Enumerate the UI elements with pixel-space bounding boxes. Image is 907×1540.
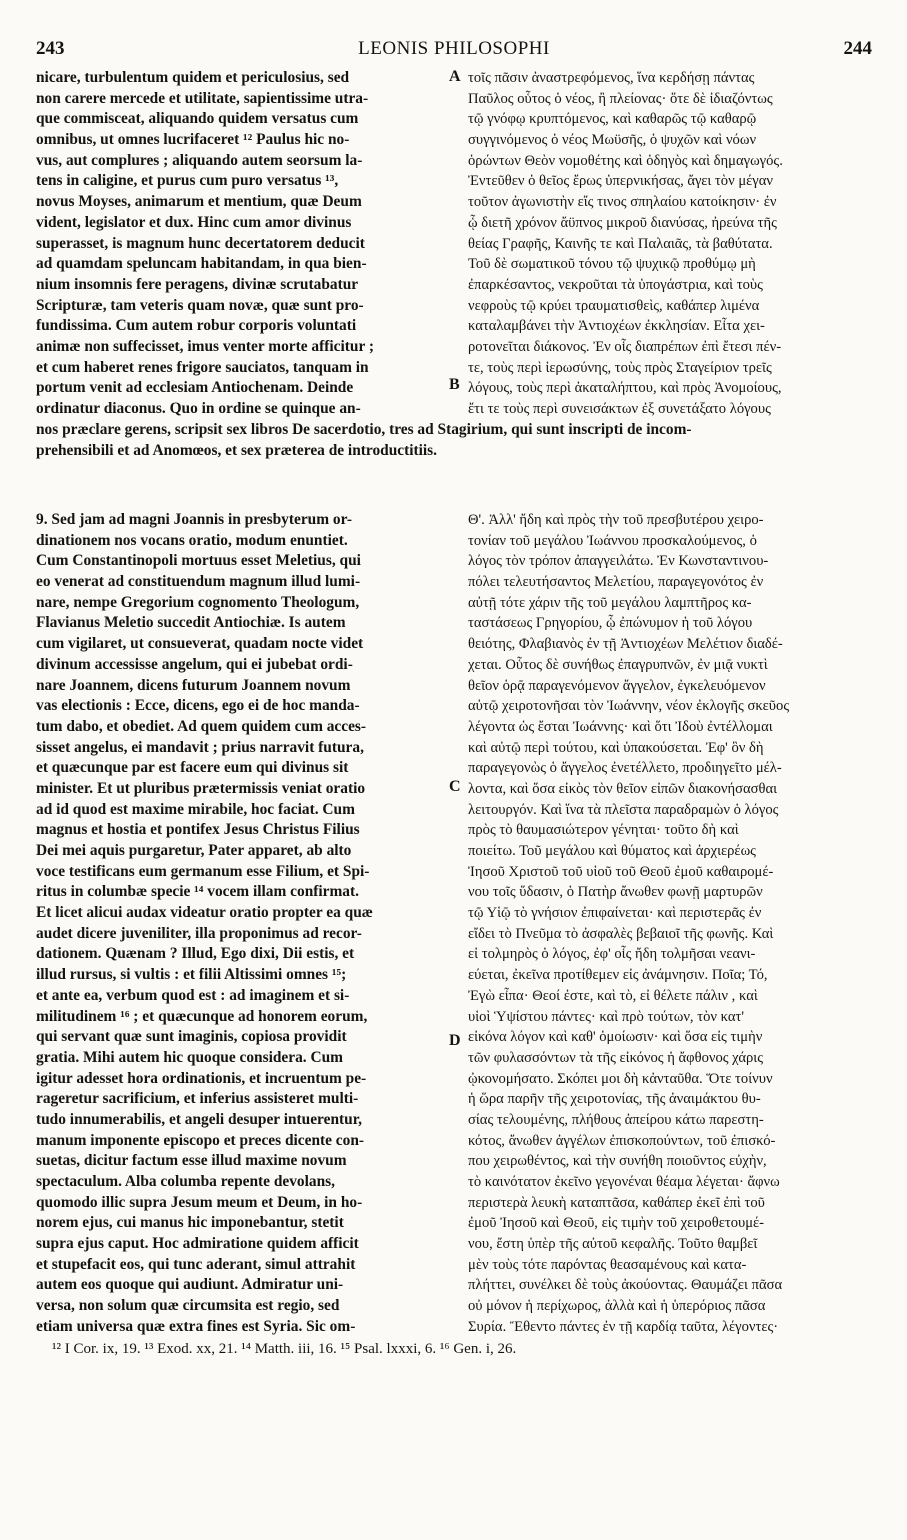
- greek-line: τε, τοὺς περὶ ἱερωσύνης, τοὺς πρὸς Σταγείριον τρεῖς: [468, 359, 772, 376]
- latin-line: Et licet alicui audax videatur oratio propter ea quæ: [36, 904, 373, 922]
- greek-line: παραγεγονὼς ὁ ἄγγελος ἐνετέλλετο, προδιηγεῖτο μέλ-: [468, 760, 782, 777]
- latin-line: quomodo illic supra Jesum meum et Deum, in ho-: [36, 1193, 363, 1211]
- latin-line: vas electionis : Ecce, dicens, ego ei de hoc manda-: [36, 697, 360, 715]
- greek-column-bottom: [468, 510, 872, 1338]
- greek-line: εύεται, ἐκεῖνα προτίθεμεν εἰς ἀνάμνησιν. Ποῖα; Τό,: [468, 967, 768, 984]
- latin-line: rageretur sacrificium, et inferius assisteret multi-: [36, 1090, 359, 1108]
- greek-line: ᾧ διετῆ χρόνον ἄϋπνος μικροῦ διανύσας, ἠρεύνα τῆς: [468, 214, 777, 231]
- greek-line: ροτονεῖται διάκονος. Ἐν οἷς διαπρέπων ἐπὶ ἔτεσι πέν-: [468, 338, 782, 355]
- full-width-line: prehensibili et ad Anomœos, et sex præterea de introductitiis.: [36, 441, 438, 459]
- latin-line: Scripturæ, tam veteris quam novæ, quæ sunt pro-: [36, 296, 364, 314]
- greek-line: λειτουργόν. Καὶ ἵνα τὰ πλεῖστα παραδραμὼν ὁ λόγος: [468, 801, 779, 818]
- greek-line: νου, ἔστη ὑπὲρ τῆς αὐτοῦ κεφαλῆς. Τοῦτο θαμβεῖ: [468, 1236, 758, 1253]
- greek-line: λέγοντα ὡς ἔσται Ἰωάννης· καὶ ὅτι Ἰδοὺ ἐντέλλομαι: [468, 718, 773, 735]
- greek-line: ποιείτω. Τοῦ μεγάλου καὶ θύματος καὶ ἀρχιερέως: [468, 843, 756, 859]
- latin-line: 9. Sed jam ad magni Joannis in presbyterum or-: [36, 511, 352, 528]
- latin-line: eo venerat ad constituendum magnum illud lumi-: [36, 573, 361, 591]
- latin-line: et stupefacit eos, qui tunc aderant, simul attrahit: [36, 1255, 356, 1273]
- latin-line: versa, non solum quæ circumsita est regio, sed: [36, 1297, 340, 1315]
- greek-line: εἰκόνα λόγον καὶ καθ' ὁμοίωσιν· καὶ ὅσα εἰς τιμὴν: [468, 1029, 763, 1046]
- latin-line: omnibus, ut omnes lucrifaceret ¹² Paulus hic no-: [36, 131, 350, 149]
- latin-line: ordinatur diaconus. Quo in ordine se quinque an-: [36, 400, 361, 417]
- greek-line: Ἐντεῦθεν ὁ θεῖος ἔρως ὑπερνικήσας, ἄγει τὸν μέγαν: [468, 173, 773, 190]
- latin-line: ad quamdam speluncam habitandam, in qua bien-: [36, 255, 367, 273]
- latin-line: magnus et hostia et pontifex Jesus Christus Filius: [36, 821, 360, 839]
- footnotes: ¹² I Cor. ix, 19. ¹³ Exod. xx, 21. ¹⁴ Matth. iii, 16. ¹⁵ Psal. lxxxi, 6. ¹⁶ Gen. i, 26.: [52, 1341, 517, 1357]
- margin-letter-a: A: [449, 68, 461, 85]
- latin-line: minister. Et ut pluribus prætermissis veniat oratio: [36, 779, 366, 797]
- latin-line: Dei mei aquis purgaretur, Pater apparet, ab alto: [36, 842, 352, 859]
- latin-line: voce testificans eum germanum esse Filium, et Spi-: [36, 862, 370, 880]
- latin-line: animæ non suffecisset, imus venter morte afficitur ;: [36, 337, 374, 355]
- greek-line: πλήττει, συνέλκει δὲ τοὺς ἀκούοντας. Θαυμάζει πᾶσα: [468, 1277, 783, 1294]
- latin-line: nare Joannem, dicens futurum Joannem novum: [36, 676, 351, 694]
- latin-line: et quæcunque par est facere eum qui divinus sit: [36, 759, 349, 777]
- greek-line: μὲν τοὺς τότε παρόντας θεασαμένους καὶ κατα-: [468, 1256, 747, 1273]
- greek-line: τονίαν τοῦ μεγάλου Ἰωάννου προσκαλούμενος, ὁ: [468, 532, 757, 549]
- greek-line: κότος, ἄνωθεν ἀγγέλων ἐπισκοπούντων, τοῦ ἐπισκό-: [468, 1132, 776, 1149]
- greek-line: πρὸς τὸ θαυμασιώτερον γένηται· τοῦτο δὴ καὶ: [468, 822, 739, 839]
- latin-line: superasset, is magnum hunc decertatorem deducit: [36, 234, 365, 252]
- greek-line: αὐτῷ χειροτονῆσαι τὸν Ἰωάννην, νέον ἐκλογῆς σκεῦος: [468, 698, 790, 715]
- greek-line: εἰ τολμηρὸς ὁ λόγος, ἐφ' οἷς ἤδη τολμῆσαι νεανι-: [468, 946, 756, 963]
- latin-line: ad id quod est maxime mirabile, hoc faciat. Cum: [36, 800, 355, 818]
- greek-line: εἴδει τὸ Πνεῦμα τὸ ἀσφαλὲς βεβαιοῖ τῆς φωνῆς. Καὶ: [468, 925, 774, 942]
- latin-line: supra ejus caput. Hoc admiratione quidem afficit: [36, 1235, 359, 1253]
- latin-line: portum venit ad ecclesiam Antiochenam. Deinde: [36, 379, 354, 397]
- latin-line: divinum accessisse angelum, qui ei jubebat ordi-: [36, 655, 353, 673]
- greek-line: πόλει τελευτήσαντος Μελετίου, παραγεγονότος ἐν: [468, 574, 764, 591]
- greek-line: Ἐγὼ εἶπα· Θεοί ἐστε, καὶ τὸ, εἰ θέλετε πάλιν , καὶ: [468, 987, 758, 1004]
- greek-line: ταστάσεως Γρηγορίου, ᾧ ἐπώνυμον ἡ τοῦ λόγου: [468, 615, 753, 632]
- running-title: LEONIS PHILOSOPHI: [358, 38, 550, 59]
- page-number-left: 243: [36, 38, 65, 59]
- greek-line: ἔτι τε τοὺς περὶ συνεισάκτων ἐξ συνετάξατο λόγους: [468, 401, 771, 417]
- greek-line: υἱοὶ Ὑψίστου πάντες· καὶ πρὸ τούτων, τὸν κατ': [468, 1008, 744, 1025]
- greek-line: Τοῦ δὲ σωματικοῦ τόνου τῷ ψυχικῷ προθύμῳ μὴ: [468, 256, 756, 273]
- greek-line: τῶν φυλασσόντων τὰ τῆς εἰκόνος ἡ ἄφθονος χάρις: [468, 1049, 763, 1066]
- greek-line: καὶ αὐτῷ περὶ τούτου, καὶ ὑπακούσεται. Ἐφ' ὃν δὴ: [468, 739, 764, 756]
- greek-line: αὐτῇ τότε χάριν τῆς τοῦ μεγάλου λαμπτῆρος κα-: [468, 594, 752, 611]
- greek-line: Ἰησοῦ Χριστοῦ τοῦ υἱοῦ τοῦ Θεοῦ ἐμοῦ καθαιρομέ-: [468, 863, 774, 880]
- latin-line: qui servant quæ sunt imaginis, copiosa providit: [36, 1028, 347, 1046]
- latin-line: Cum Constantinopoli mortuus esset Meletius, qui: [36, 552, 361, 570]
- greek-line: τῷ γνόφῳ κρυπτόμενος, καὶ καθαρῶς τῷ καθαρῷ: [468, 111, 757, 128]
- latin-line: norem ejus, cui manus hic imponebantur, stetit: [36, 1214, 344, 1232]
- latin-line: ritus in columbæ specie ¹⁴ vocem illam confirmat.: [36, 883, 359, 901]
- latin-line: etiam universa quæ extra fines est Syria. Sic om-: [36, 1317, 356, 1335]
- greek-line: θεῖον ὁρᾷ παραγενόμενον ἄγγελον, ἐγκελευόμενον: [468, 677, 766, 694]
- greek-line: λοντα, καὶ ὅσα εἰκὸς τὸν θεῖον εἰπῶν διακονήσασθαι: [468, 780, 778, 797]
- greek-line: Συρία. Ἔθεντο πάντες ἐν τῇ καρδίᾳ ταῦτα, λέγοντες·: [468, 1318, 779, 1335]
- greek-line: νεφροὺς τῷ κρύει τραυματισθεὶς, καθάπερ λιμένα: [468, 297, 760, 314]
- greek-line: ἡ ὥρα παρῆν τῆς χειροτονίας, τῆς ἀναιμάκτου θυ-: [468, 1091, 761, 1108]
- latin-line: militudinem ¹⁶ ; et quæcunque ad honorem eorum,: [36, 1007, 368, 1025]
- latin-line: gratia. Mihi autem hic quoque considera. Cum: [36, 1048, 343, 1066]
- latin-line: fundissima. Cum autem robur corporis voluntati: [36, 317, 357, 335]
- latin-line: nare, nempe Gregorium cognomento Theologum,: [36, 593, 360, 611]
- greek-line: χεται. Οὗτος δὲ συνήθως ἐπαγρυπνῶν, ἐν μιᾷ νυκτὶ: [468, 656, 768, 673]
- greek-line: λόγους, τοὺς περὶ ἀκαταλήπτου, καὶ πρὸς Ἀνομοίους,: [468, 380, 782, 397]
- greek-line: Θ'. Ἀλλ' ἤδη καὶ πρὸς τὴν τοῦ πρεσβυτέρου χειρο-: [468, 512, 764, 528]
- latin-line: tum dabo, et obediet. Ad quem quidem cum acces-: [36, 717, 367, 735]
- latin-line: vident, legislator et dux. Hinc cum amor divinus: [36, 213, 352, 231]
- greek-line: περιστερὰ λευκὴ καταπτᾶσα, καθάπερ ἐκεῖ ἐπὶ τοῦ: [468, 1194, 765, 1211]
- margin-letter-b: B: [449, 376, 460, 393]
- latin-line: spectaculum. Alba columba repente devolans,: [36, 1173, 335, 1190]
- latin-line: suetas, dicitur factum esse illud maxime novum: [36, 1152, 347, 1170]
- latin-line: dinationem nos vocans oratio, modum enuntiet.: [36, 531, 348, 549]
- greek-line: που χειρωθέντος, καὶ τὴν συνήθη ποιοῦντος εὐχὴν,: [468, 1153, 767, 1170]
- latin-line: novus Moyses, animarum et mentium, quæ Deum: [36, 193, 362, 211]
- greek-line: νου τοῖς ὕδασιν, ὁ Πατὴρ ἄνωθεν φωνῇ μαρτυρῶν: [468, 884, 763, 901]
- latin-column-top: [36, 68, 442, 420]
- full-width-paragraph: [36, 420, 872, 461]
- greek-line: ὁρώντων Θεὸν νομοθέτης καὶ ὁδηγὸς καὶ δημαγωγός.: [468, 152, 783, 169]
- greek-line: συγγινόμενος ὁ νέος Μωϋσῆς, ὁ ψυχῶν καὶ νόων: [468, 132, 757, 149]
- latin-line: audet dicere juveniliter, illa proponimus ad recor-: [36, 924, 362, 942]
- greek-line: καταλαμβάνει τὴν Ἀντιοχέων ἐκκλησίαν. Εἶτα χει-: [468, 318, 765, 335]
- latin-line: vus, aut complures ; aliquando autem seorsum la-: [36, 151, 363, 169]
- greek-line: τοῦτον ἀγωνιστὴν εἴς τινος σπηλαίου κατοίκησιν· ἐν: [468, 194, 777, 211]
- latin-line: et ante ea, verbum quod est : ad imaginem et si-: [36, 986, 350, 1004]
- latin-line: sisset angelus, ei mandavit ; prius narravit futura,: [36, 738, 364, 756]
- latin-line: non carere mercede et utilitate, sapientissime utra-: [36, 89, 369, 107]
- greek-line: ᾠκονομήσατο. Σκόπει μοι δὴ κἀνταῦθα. Ὅτε τοίνυν: [468, 1070, 773, 1087]
- latin-line: illud rursus, si vultis : et filii Altissimi omnes ¹⁵;: [36, 966, 347, 984]
- latin-line: Flavianus Meletio succedit Antiochiæ. Is autem: [36, 614, 346, 632]
- latin-line: manum imponente episcopo et preces dicente con-: [36, 1131, 365, 1149]
- latin-line: cum vigilaret, ut consueverat, quadam nocte videt: [36, 635, 364, 653]
- greek-line: λόγος τὸν τρόπον ἀπαγγειλάτω. Ἐν Κωνσταντινου-: [468, 553, 769, 570]
- latin-line: et cum haberet renes frigore sauciatos, tanquam in: [36, 358, 369, 376]
- page-number-right: 244: [843, 38, 872, 59]
- greek-line: ἐμοῦ Ἰησοῦ καὶ Θεοῦ, εἰς τιμὴν τοῦ χειροθετουμέ-: [468, 1215, 765, 1232]
- full-width-line: nos præclare gerens, scripsit sex libros De sacerdotio, tres ad Stagirium, qui sunt inscripti de incom-: [36, 420, 692, 438]
- greek-line: Παῦλος οὗτος ὁ νέος, ἢ πλείονας· ὅτε δὲ ἰδιαζόντως: [468, 90, 773, 107]
- greek-line: οὐ μόνον ἡ περίχωρος, ἀλλὰ καὶ ἡ ὑπερόριος πᾶσα: [468, 1298, 766, 1315]
- latin-line: autem eos quoque qui audiunt. Admiratur uni-: [36, 1276, 344, 1294]
- latin-line: tudo innumerabilis, et angeli desuper intuerentur,: [36, 1110, 362, 1128]
- margin-letter-d: D: [449, 1032, 461, 1049]
- greek-line: θειότης, Φλαβιανὸς ἐν τῇ Ἀντιοχέων Μελέτιον διαδέ-: [468, 636, 783, 653]
- greek-column-top: [468, 68, 872, 420]
- running-header: [36, 38, 872, 62]
- latin-line: nicare, turbulentum quidem et periculosius, sed: [36, 69, 350, 86]
- latin-column-bottom: [36, 510, 442, 1338]
- greek-line: τὸ καινότατον ἐκεῖνο γεγονέναι θέαμα λέγεται· ἄφνω: [468, 1174, 780, 1190]
- greek-line: τοῖς πᾶσιν ἀναστρεφόμενος, ἵνα κερδήσῃ πάντας: [468, 70, 755, 86]
- greek-line: τῷ Υἱῷ τὸ γνήσιον ἐπιφαίνεται· καὶ περιστερᾶς ἐν: [468, 905, 762, 922]
- latin-line: tens in caligine, et purus cum puro versatus ¹³,: [36, 172, 339, 190]
- greek-line: σίας τελουμένης, πλήθους ἀπείρου κάτω παρεστη-: [468, 1111, 764, 1128]
- latin-line: dationem. Quænam ? Illud, Ego dixi, Dii estis, et: [36, 945, 355, 963]
- margin-letter-c: C: [449, 778, 461, 795]
- latin-line: que commisceat, aliquando quidem versatus cum: [36, 110, 359, 128]
- latin-line: nium insomnis fere peragens, divinæ scrutabatur: [36, 275, 359, 293]
- greek-line: ἐπαρκέσαντος, νεκροῦται τὰ ὑπογάστρια, καὶ τοὺς: [468, 276, 763, 293]
- greek-line: θείας Γραφῆς, Καινῆς τε καὶ Παλαιᾶς, τὰ βαθύτατα.: [468, 235, 773, 252]
- latin-line: igitur adesset hora ordinationis, et incruentum pe-: [36, 1069, 367, 1087]
